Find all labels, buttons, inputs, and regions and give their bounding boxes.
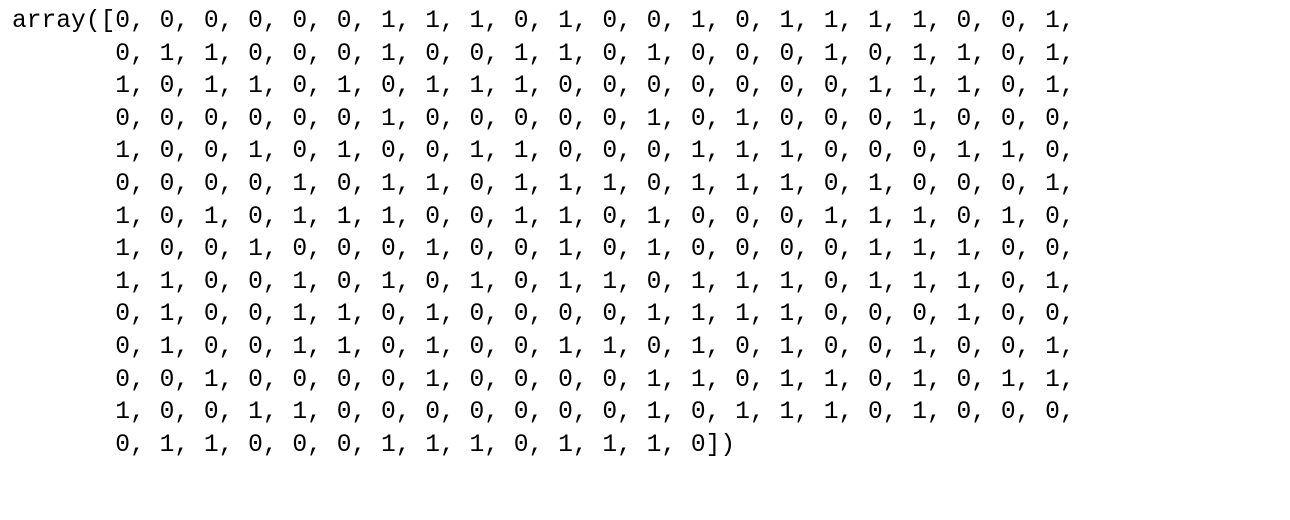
cell-output-area [12, 6, 1282, 506]
output-line: array([0, 0, 0, 0, 0, 0, 1, 1, 1, 0, 1, 0, 0, 1, 0, 1, 1, 1, 1, 0, 0, 1, [12, 8, 1075, 35]
output-line: 1, 0, 1, 0, 1, 1, 1, 0, 0, 1, 1, 0, 1, 0, 0, 0, 1, 1, 1, 0, 1, 0, [12, 203, 1075, 231]
output-line: 1, 1, 0, 0, 1, 0, 1, 0, 1, 0, 1, 1, 0, 1, 1, 1, 0, 1, 1, 1, 0, 1, [12, 268, 1075, 296]
output-line: 0, 1, 0, 0, 1, 1, 0, 1, 0, 0, 0, 0, 1, 1, 1, 1, 0, 0, 0, 1, 0, 0, [12, 301, 1075, 329]
output-line: 0, 1, 1, 0, 0, 0, 1, 1, 1, 0, 1, 1, 1, 0]) [12, 431, 736, 459]
output-line: 1, 0, 1, 1, 0, 1, 0, 1, 1, 1, 0, 0, 0, 0, 0, 0, 0, 1, 1, 1, 0, 1, [12, 73, 1075, 101]
output-line: 0, 1, 1, 0, 0, 0, 1, 0, 0, 1, 1, 0, 1, 0, 0, 0, 1, 0, 1, 1, 0, 1, [12, 40, 1075, 68]
output-line: 0, 0, 0, 0, 1, 0, 1, 1, 0, 1, 1, 1, 0, 1, 1, 1, 0, 1, 0, 0, 0, 1, [12, 170, 1075, 198]
output-line: 1, 0, 0, 1, 1, 0, 0, 0, 0, 0, 0, 0, 1, 0, 1, 1, 1, 0, 1, 0, 0, 0, [12, 399, 1075, 427]
output-line: 0, 1, 0, 0, 1, 1, 0, 1, 0, 0, 1, 1, 0, 1, 0, 1, 0, 0, 1, 0, 0, 1, [12, 333, 1075, 361]
output-line: 0, 0, 1, 0, 0, 0, 0, 1, 0, 0, 0, 0, 1, 1, 0, 1, 1, 0, 1, 0, 1, 1, [12, 366, 1075, 394]
array-output [12, 6, 1282, 462]
output-line: 1, 0, 0, 1, 0, 1, 0, 0, 1, 1, 0, 0, 0, 1, 1, 1, 0, 0, 0, 1, 1, 0, [12, 138, 1075, 166]
output-line: 1, 0, 0, 1, 0, 0, 0, 1, 0, 0, 1, 0, 1, 0, 0, 0, 0, 1, 1, 1, 0, 0, [12, 236, 1075, 264]
output-line: 0, 0, 0, 0, 0, 0, 1, 0, 0, 0, 0, 0, 1, 0, 1, 0, 0, 0, 1, 0, 0, 0, [12, 105, 1075, 133]
